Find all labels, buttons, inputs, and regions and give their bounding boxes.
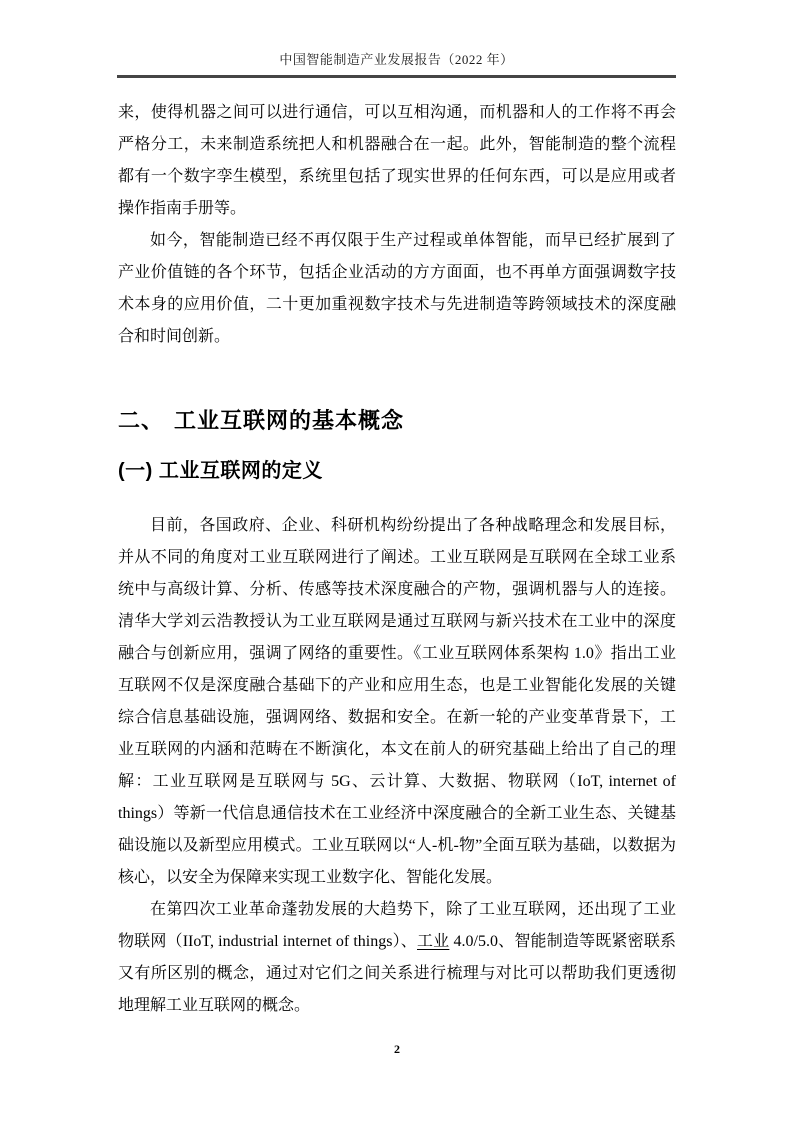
paragraph-continuation: 来，使得机器之间可以进行通信，可以互相沟通，而机器和人的工作将不再会严格分工，未来制造系统把人和机器融合在一起。此外，智能制造的整个流程都有一个数字孪生模型，系统里包括了现实世界的任何东西，可以是应用或者操作指南手册等。 [118, 104, 676, 217]
paragraph-related-concepts-part2: 4.0/5.0、智能制造等既紧密联系又有所区别的概念，通过对它们之间关系进行梳理与对比可以帮助我们更透彻地理解工业互联网的概念。 [118, 933, 676, 1014]
document-body [118, 97, 676, 1022]
paragraph-definition: 目前，各国政府、企业、科研机构纷纷提出了各种战略理念和发展目标，并从不同的角度对工业互联网进行了阐述。工业互联网是互联网在全球工业系统中与高级计算、分析、传感等技术深度融合的产物，强调机器与人的连接。清华大学刘云浩教授认为工业互联网是通过互联网与新兴技术在工业中的深度融合与创新应用，强调了网络的重要性。《工业互联网体系架构 1.0》指出工业互联网不仅是深度融合基础下的产业和应用生态，也是工业智能化发展的关键综合信息基础设施，强调网络、数据和安全。在新一轮的产业变革背景下，工业互联网的内涵和范畴在不断演化，本文在前人的研究基础上给出了自己的理解：工业互联网是互联网与 5G、云计算、大数据、物联网（IoT, internet of things）等新一代信息通信技术在工业经济中深度融合的全新工业生态、关键基础设施以及新型应用模式。工业互联网以“人-机-物”全面互联为基础，以数据为核心，以安全为保障来实现工业数字化、智能化发展。 [118, 517, 676, 886]
header-title: 中国智能制造产业发展报告（2022 年） [279, 52, 514, 67]
paragraph-related-concepts [118, 894, 676, 1022]
paragraph-related-concepts-part1: 在第四次工业革命蓬勃发展的大趋势下，除了工业互联网，还出现了工业物联网（IIoT, industrial internet of things）、 [118, 901, 676, 950]
page-header [117, 50, 676, 78]
header-rule [117, 75, 676, 78]
section-number: 二、 [118, 408, 165, 433]
section-title: 工业互联网的基本概念 [174, 408, 405, 433]
paragraph-smart-manufacturing: 如今，智能制造已经不再仅限于生产过程或单体智能，而早已经扩展到了产业价值链的各个环节，包括企业活动的方方面面，也不再单方面强调数字技术本身的应用价值，二十更加重视数字技术与先进制造等跨领域技术的深度融合和时间创新。 [118, 232, 676, 345]
subsection-heading: (一) 工业互联网的定义 [118, 460, 323, 482]
section-heading [118, 404, 676, 437]
page-footer [0, 1040, 794, 1058]
underlined-text: 工业 [417, 933, 450, 950]
page-number: 2 [394, 1042, 400, 1056]
